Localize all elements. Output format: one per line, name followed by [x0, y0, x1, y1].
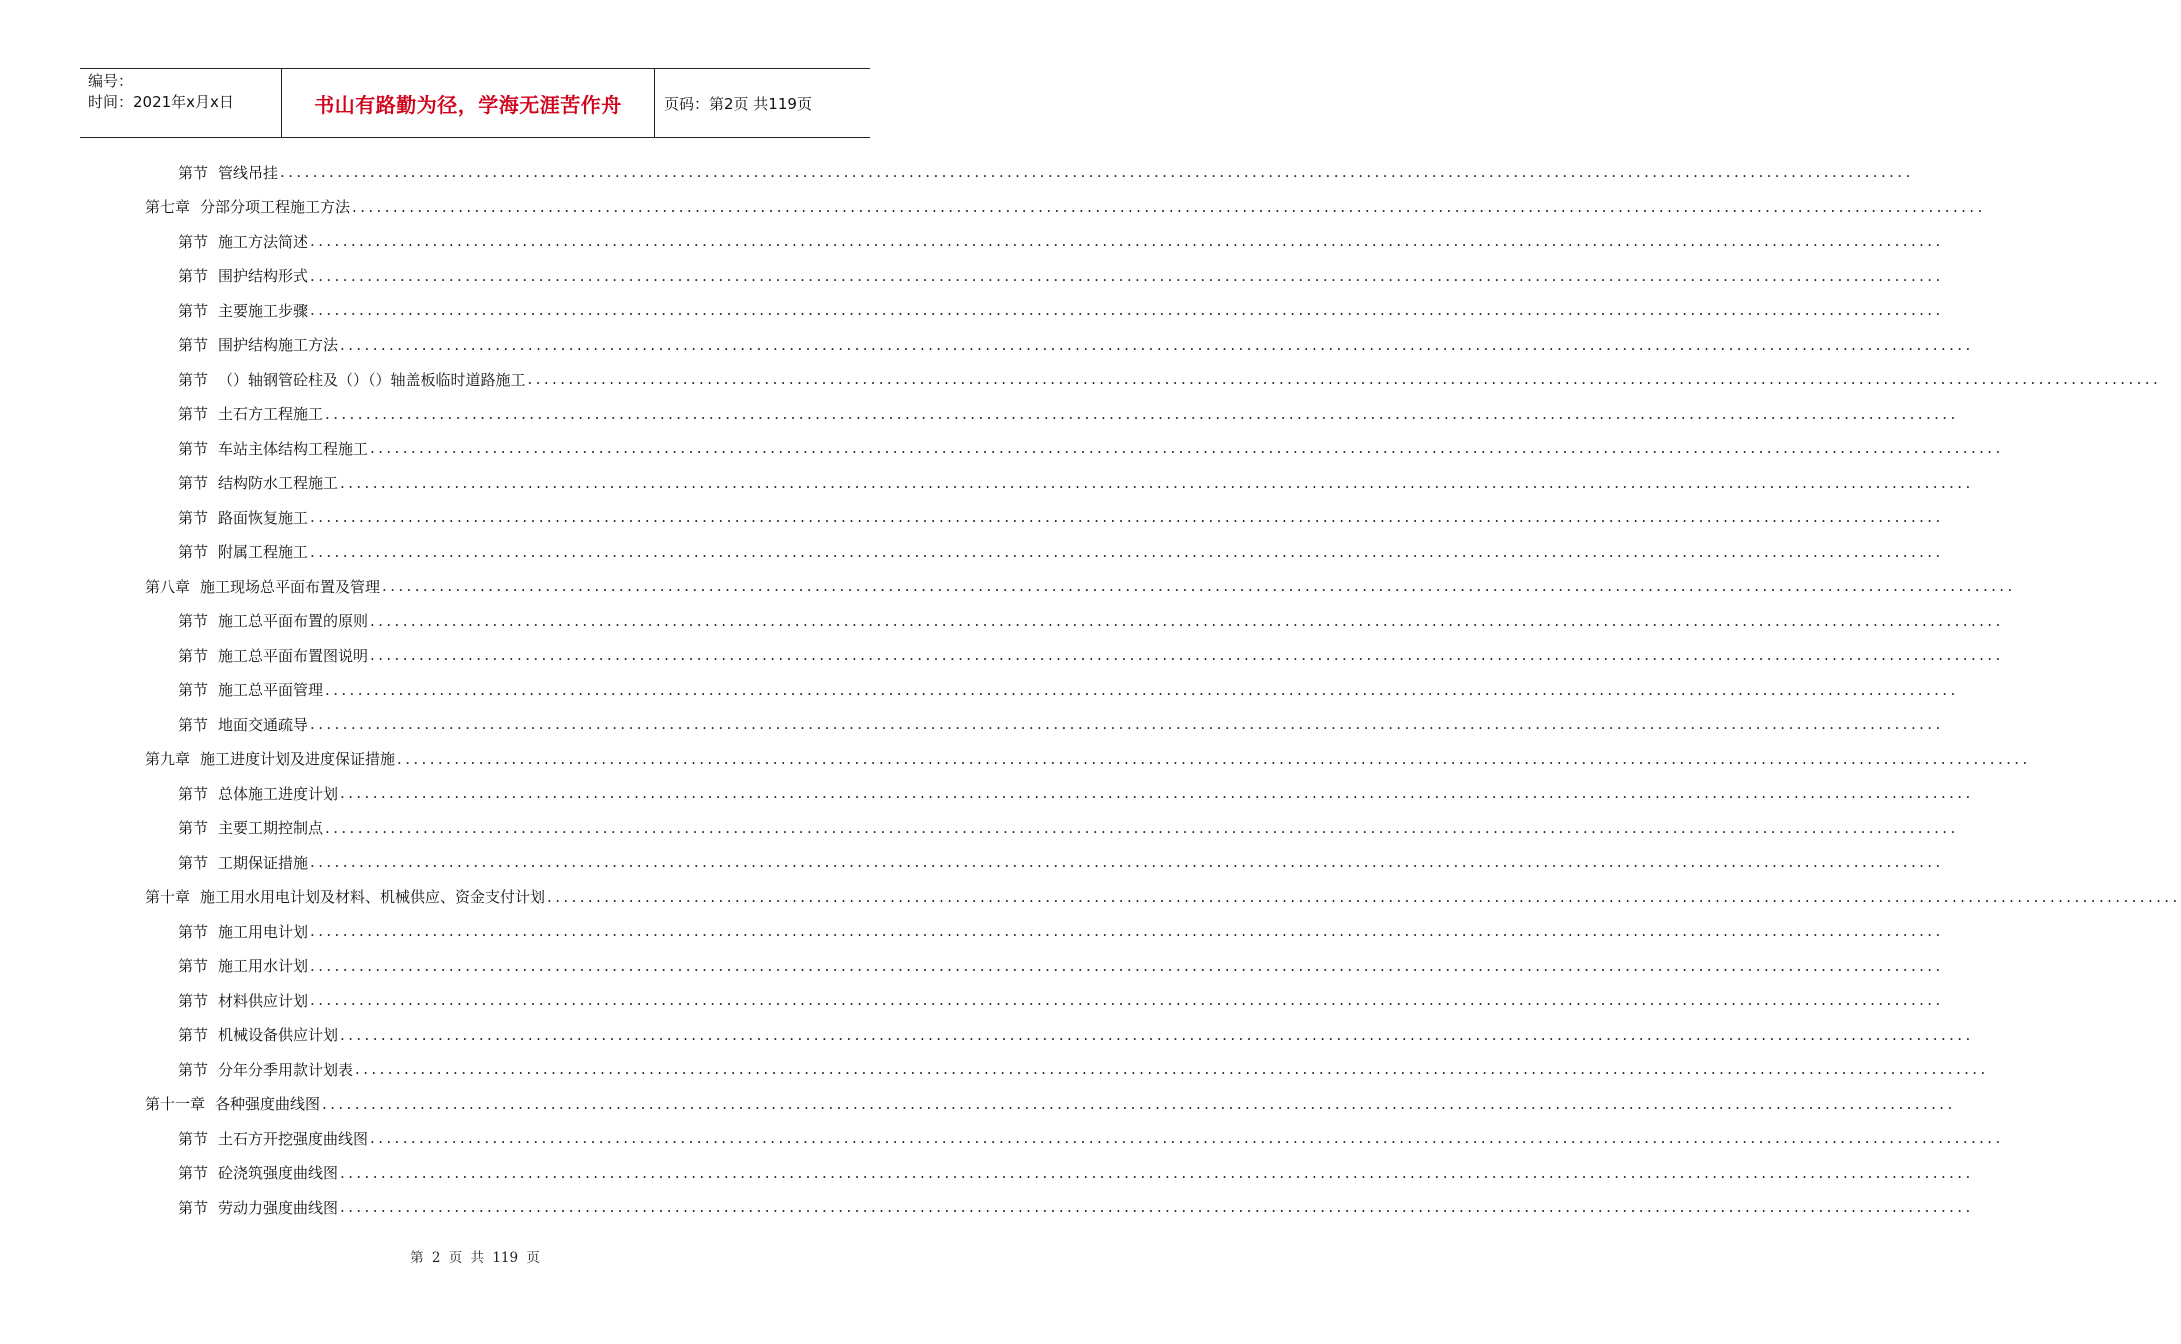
toc-section [178, 1052, 1989, 1086]
toc-chapter [145, 880, 2181, 914]
toc-section [178, 535, 1944, 569]
toc-number: 第节 [178, 301, 209, 320]
toc-title: 施工用水用电计划及材料、机械供应、资金支付计划 [200, 888, 546, 906]
toc-number: 第节 [178, 715, 209, 734]
toc-title: 砼浇筑强度曲线图 [218, 1164, 339, 1182]
page-header [80, 68, 870, 138]
toc-section [178, 604, 2004, 638]
header-info-cell [80, 69, 282, 137]
toc-section [178, 949, 1944, 983]
toc-number: 第节 [178, 232, 209, 251]
toc-section [178, 1018, 1974, 1052]
toc-section [178, 1190, 1974, 1224]
page-footer: 第 2 页 共 119 页 [410, 1250, 540, 1266]
toc-leader-dots: ........................................................................................................................................................................................................ [310, 956, 1944, 975]
toc-leader-dots: ........................................................................................................................................................................................................ [310, 853, 1944, 871]
toc-title: 附属工程施工 [218, 543, 309, 561]
toc-section [178, 259, 1944, 293]
toc-title: 施工用电计划 [218, 922, 309, 941]
toc-title: 总体施工进度计划 [218, 784, 339, 803]
header-page-label: 页码：第2页 共119页 [664, 94, 812, 113]
toc-leader-dots: ........................................................................................................................................................................................................ [340, 1198, 1974, 1216]
toc-section [178, 1156, 1974, 1190]
toc-title: 施工用水计划 [218, 957, 309, 975]
serial-label: 编号： [88, 72, 134, 90]
toc-number: 第节 [178, 922, 209, 941]
toc-number: 第节 [178, 508, 209, 527]
toc-leader-dots: ........................................................................................................................................................................................................ [310, 301, 1944, 319]
toc-leader-dots: ........................................................................................................................................................................................................ [310, 508, 1944, 526]
toc-number: 第节 [178, 405, 209, 423]
toc-section [178, 983, 1944, 1017]
toc-title: 地面交通疏导 [218, 715, 309, 734]
toc-leader-dots: ........................................................................................................................................................................................................ [280, 163, 1914, 181]
toc-number: 第节 [178, 784, 209, 803]
toc-leader-dots: ........................................................................................................................................................................................................ [547, 887, 2181, 906]
toc-leader-dots: ........................................................................................................................................................................................................ [527, 370, 2162, 388]
toc-leader-dots: ........................................................................................................................................................................................................ [322, 1094, 1956, 1113]
toc-title: 施工现场总平面布置及管理 [200, 577, 381, 596]
toc-leader-dots: ........................................................................................................................................................................................................ [325, 818, 1959, 837]
toc-leader-dots: ........................................................................................................................................................................................................ [340, 784, 1974, 802]
toc-chapter [145, 1087, 1956, 1121]
toc-title: 主要施工步骤 [218, 301, 309, 320]
toc-title: 施工总平面布置的原则 [218, 612, 369, 630]
toc-leader-dots: ........................................................................................................................................................................................................ [370, 1129, 2004, 1147]
toc-title: 施工总平面布置图说明 [218, 646, 369, 665]
toc-section [178, 466, 1974, 500]
toc-number: 第九章 [145, 750, 191, 768]
toc-section [178, 914, 1944, 948]
toc-leader-dots: ........................................................................................................................................................................................................ [370, 646, 2004, 664]
toc-chapter [145, 569, 2016, 603]
toc-number: 第节 [178, 543, 209, 561]
toc-number: 第节 [178, 853, 209, 872]
toc-chapter [145, 742, 2031, 776]
date-label: 时间：2021年x月x日 [88, 93, 234, 111]
toc-title: 分年分季用款计划表 [218, 1060, 354, 1079]
toc-section [178, 500, 1944, 534]
toc-title: 劳动力强度曲线图 [218, 1198, 339, 1217]
toc-leader-dots: ........................................................................................................................................................................................................ [340, 335, 1974, 354]
toc-title: 施工总平面管理 [218, 681, 324, 699]
toc-title: 围护结构形式 [218, 267, 309, 285]
toc-leader-dots: ........................................................................................................................................................................................................ [340, 473, 1974, 492]
toc-leader-dots: ........................................................................................................................................................................................................ [310, 715, 1944, 733]
toc-leader-dots: ........................................................................................................................................................................................................ [340, 1163, 1974, 1182]
toc-leader-dots: ........................................................................................................................................................................................................ [355, 1060, 1989, 1078]
toc-section [178, 293, 1944, 327]
toc-number: 第七章 [145, 198, 191, 216]
toc-leader-dots: ........................................................................................................................................................................................................ [325, 680, 1959, 699]
toc-number: 第节 [178, 474, 209, 492]
toc-number: 第节 [178, 1026, 209, 1044]
toc-title: 施工方法简述 [218, 232, 309, 251]
toc-leader-dots: ........................................................................................................................................................................................................ [352, 197, 1986, 216]
toc-leader-dots: ........................................................................................................................................................................................................ [340, 1025, 1974, 1044]
toc-number: 第节 [178, 267, 209, 285]
toc-number: 第节 [178, 336, 209, 354]
toc-number: 第节 [178, 1164, 209, 1182]
toc-number: 第十章 [145, 888, 191, 906]
toc-leader-dots: ........................................................................................................................................................................................................ [370, 611, 2004, 630]
toc-number: 第节 [178, 612, 209, 630]
toc-title: 分部分项工程施工方法 [200, 198, 351, 216]
toc-title: 工期保证措施 [218, 853, 309, 872]
toc-number: 第节 [178, 1060, 209, 1079]
toc-chapter [145, 190, 1986, 224]
toc-title: 围护结构施工方法 [218, 336, 339, 354]
toc-leader-dots: ........................................................................................................................................................................................................ [382, 577, 2016, 595]
toc-section [178, 362, 2162, 396]
toc-section [178, 707, 1944, 741]
toc-leader-dots: ........................................................................................................................................................................................................ [370, 439, 2004, 457]
toc-title: 车站主体结构工程施工 [218, 439, 369, 458]
toc-number: 第节 [178, 681, 209, 699]
toc-title: 管线吊挂 [218, 163, 279, 182]
toc-title: 结构防水工程施工 [218, 474, 339, 492]
toc-number: 第节 [178, 957, 209, 975]
toc-number: 第节 [178, 991, 209, 1010]
toc-section [178, 1121, 2004, 1155]
toc-number: 第节 [178, 646, 209, 665]
toc-leader-dots: ........................................................................................................................................................................................................ [310, 542, 1944, 561]
toc-leader-dots: ........................................................................................................................................................................................................ [310, 266, 1944, 285]
toc-section [178, 397, 1959, 431]
toc-section [178, 328, 1974, 362]
toc-section [178, 673, 1959, 707]
toc-section [178, 776, 1974, 810]
toc-title: 土石方开挖强度曲线图 [218, 1129, 369, 1148]
toc-number: 第节 [178, 1129, 209, 1148]
toc-title: 材料供应计划 [218, 991, 309, 1010]
toc-leader-dots: ........................................................................................................................................................................................................ [397, 749, 2031, 768]
toc-leader-dots: ........................................................................................................................................................................................................ [310, 991, 1944, 1009]
toc-number: 第十一章 [145, 1095, 206, 1113]
toc-title: 主要工期控制点 [218, 819, 324, 837]
toc-number: 第节 [178, 163, 209, 182]
toc-section [178, 224, 1944, 258]
toc-title: 土石方工程施工 [218, 405, 324, 423]
toc-title: 路面恢复施工 [218, 508, 309, 527]
toc-number: 第八章 [145, 577, 191, 596]
toc-title: 施工进度计划及进度保证措施 [200, 750, 396, 768]
toc-title: 机械设备供应计划 [218, 1026, 339, 1044]
toc-title: （）轴钢管砼柱及（）（）轴盖板临时道路施工 [218, 370, 526, 389]
toc-leader-dots: ........................................................................................................................................................................................................ [310, 922, 1944, 940]
toc-leader-dots: ........................................................................................................................................................................................................ [325, 404, 1959, 423]
toc-section [178, 155, 1914, 189]
toc-title: 各种强度曲线图 [215, 1095, 321, 1113]
toc-section [178, 845, 1944, 879]
toc-number: 第节 [178, 1198, 209, 1217]
toc-number: 第节 [178, 370, 209, 389]
header-motto: 书山有路勤为径，学海无涯苦作舟 [282, 69, 655, 137]
toc-leader-dots: ........................................................................................................................................................................................................ [310, 232, 1944, 250]
toc-number: 第节 [178, 439, 209, 458]
toc-number: 第节 [178, 819, 209, 837]
toc-section [178, 811, 1959, 845]
toc-section [178, 431, 2004, 465]
toc-section [178, 638, 2004, 672]
